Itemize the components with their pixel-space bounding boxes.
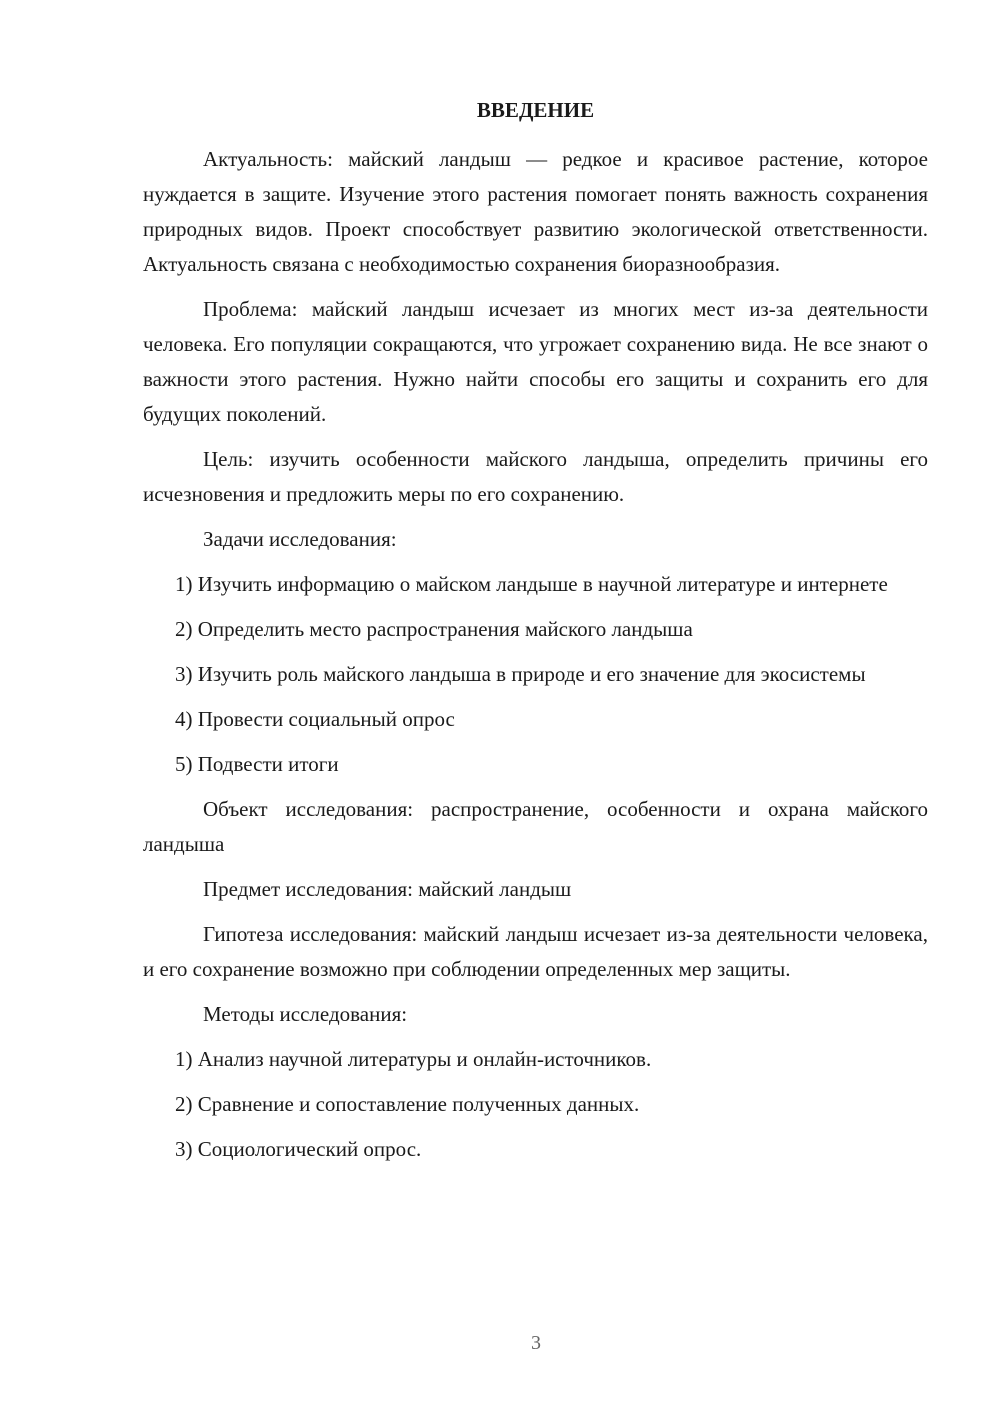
task-item: 3) Изучить роль майского ландыша в природе и его значение для экосистемы bbox=[175, 662, 866, 686]
problem-paragraph: Проблема: майский ландыш исчезает из многих мест из-за деятельности человека. Его популяции сокращаются, что угрожает сохранению вида. Не все знают о важности этого растения. Нужно найти способы его защиты и сохранить его для будущих поколений. bbox=[143, 297, 928, 426]
page-number: 3 bbox=[531, 1332, 541, 1354]
hypothesis-paragraph: Гипотеза исследования: майский ландыш исчезает из-за деятельности человека, и его сохранение возможно при соблюдении определенных мер защиты. bbox=[143, 922, 928, 981]
method-item: 2) Сравнение и сопоставление полученных данных. bbox=[175, 1092, 640, 1116]
subject-paragraph: Предмет исследования: майский ландыш bbox=[203, 877, 572, 901]
method-item: 1) Анализ научной литературы и онлайн-источников. bbox=[175, 1047, 652, 1071]
document-page bbox=[143, 95, 928, 1177]
goal-paragraph: Цель: изучить особенности майского ландыша, определить причины его исчезновения и предложить меры по его сохранению. bbox=[143, 447, 928, 506]
task-item: 5) Подвести итоги bbox=[175, 752, 339, 776]
method-item: 3) Социологический опрос. bbox=[175, 1137, 422, 1161]
task-item: 1) Изучить информацию о майском ландыше в научной литературе и интернете bbox=[175, 572, 888, 596]
tasks-heading: Задачи исследования: bbox=[203, 527, 397, 551]
task-item: 4) Провести социальный опрос bbox=[175, 707, 455, 731]
methods-heading: Методы исследования: bbox=[203, 1002, 408, 1026]
task-item: 2) Определить место распространения майского ландыша bbox=[175, 617, 693, 641]
relevance-paragraph: Актуальность: майский ландыш — редкое и красивое растение, которое нуждается в защите. Изучение этого растения помогает понять важность сохранения природных видов. Проект способствует развитию экологической ответственности. Актуальность связана с необходимостью сохранения биоразнообразия. bbox=[143, 147, 928, 276]
object-paragraph: Объект исследования: распространение, особенности и охрана майского ландыша bbox=[143, 797, 928, 856]
section-title: ВВЕДЕНИЕ bbox=[476, 98, 595, 122]
